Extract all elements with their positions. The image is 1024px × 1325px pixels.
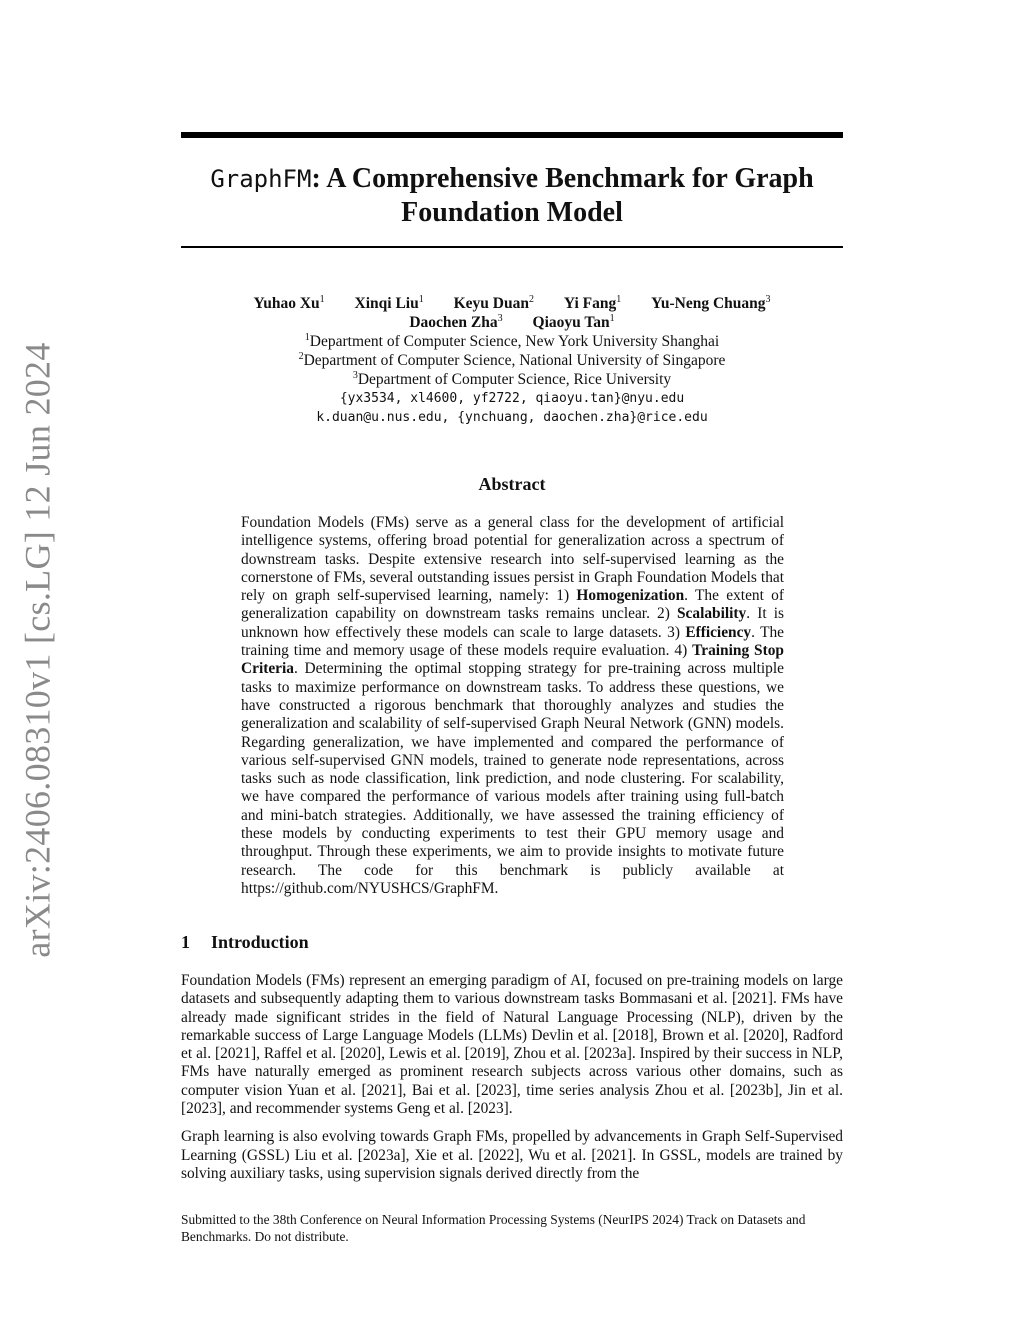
author: Yuhao Xu$^1$ xyxy=(253,294,325,312)
author: Yu-Neng Chuang$^3$ xyxy=(651,294,771,312)
title-bottom-rule xyxy=(181,246,843,248)
author: Yi Fang$^1$ xyxy=(563,294,622,312)
author: Xinqi Liu$^1$ xyxy=(354,294,424,312)
keyword-efficiency: Efficiency xyxy=(685,623,752,641)
email-line: k.duan@u.nus.edu, {ynchuang, daochen.zha}@rice.edu xyxy=(316,410,708,425)
intro-paragraph: Foundation Models (FMs) represent an emerging paradigm of AI, focused on pre-training models on large datasets and subsequently adapting them to various downstream tasks Bommasani et al. [2021]. FMs have already made significant strides in the field of Natural Language Processing (NLP), driven by the remarkable success of Large Language Models (LLMs) Devlin et al. [2018], Brown et al. [2020], Radford et al. [2021], Raffel et al. [2020], Lewis et al. [2019], Zhou et al. [2023a]. Inspired by their success in NLP, FMs have naturally emerged as prominent research subjects across various other domains, such as computer vision Yuan et al. [2021], Bai et al. [2023], time series analysis Zhou et al. [2023b], Jin et al. [2023], and recommender systems Geng et al. [2023]. xyxy=(181,972,843,1118)
author-emails xyxy=(181,389,843,427)
author-block xyxy=(181,294,843,427)
section-heading-introduction xyxy=(181,932,309,953)
affiliation: $^3$Department of Computer Science, Rice University xyxy=(352,370,672,388)
submission-footnote: Submitted to the 38th Conference on Neural Information Processing Systems (NeurIPS 2024) Track on Datasets and Benchmarks. Do not distribute. xyxy=(181,1212,806,1244)
keyword-homogenization: Homogenization xyxy=(576,587,685,605)
title-top-rule xyxy=(181,132,843,138)
email-line: {yx3534, xl4600, yf2722, qiaoyu.tan}@nyu.edu xyxy=(339,391,685,406)
affiliation: $^2$Department of Computer Science, National University of Singapore xyxy=(298,351,726,369)
section-title: Introduction xyxy=(211,932,309,952)
affiliation: $^1$Department of Computer Science, New York University Shanghai xyxy=(304,332,720,350)
title-line1-rest: : A Comprehensive Benchmark for Graph xyxy=(311,163,814,194)
paper-title xyxy=(181,162,843,230)
keyword-scalability: Scalability xyxy=(676,605,747,623)
introduction-body xyxy=(181,972,843,1193)
arxiv-identifier-stamp xyxy=(8,342,68,958)
keyword-training-stop-criteria: Training Stop Criteria xyxy=(241,642,784,678)
abstract-body: Foundation Models (FMs) serve as a general class for the development of artificial intelligence systems, offering broad potential for generalization across a spectrum of downstream tasks. Despite extensive research into self-supervised learning as the cornerstone of FMs, several outstanding issues persist in Graph Foundation Models that rely on graph self-supervised learning, namely: 1) Homogenization. The extent of generalization capability on downstream tasks remains unclear. 2) Scalability. It is unknown how effectively these models can scale to large datasets. 3) Efficiency. The training time and memory usage of these models require evaluation. 4) Training Stop Criteria. Determining the optimal stopping strategy for pre-training across multiple tasks to maximize performance on downstream tasks. To address these questions, we have constructed a rigorous benchmark that thoroughly analyzes and studies the generalization and scalability of self-supervised Graph Neural Network (GNN) models. Regarding generalization, we have implemented and compared the performance of various self-supervised GNN models, trained to generate node representations, across tasks such as node classification, link prediction, and node clustering. For scalability, we have compared the performance of various models after training using full-batch and mini-batch strategies. Additionally, we have assessed the training efficiency of these models by conducting experiments to test their GPU memory usage and throughput. Through these experiments, we aim to provide insights to motivate future research. The code for this benchmark is publicly available at https://github.com/NYUSHCS/GraphFM. xyxy=(241,514,785,897)
arxiv-stamp-text: arXiv:2406.08310v1 [cs.LG] 12 Jun 2024 xyxy=(18,342,58,958)
author: Daochen Zha$^3$ xyxy=(409,313,503,331)
title-system-name: GraphFM xyxy=(210,165,312,193)
section-number: 1 xyxy=(181,932,190,952)
title-line2: Foundation Model xyxy=(401,197,623,228)
author: Qiaoyu Tan$^1$ xyxy=(532,313,615,331)
intro-paragraph: Graph learning is also evolving towards Graph FMs, propelled by advancements in Graph Self-Supervised Learning (GSSL) Liu et al. [2023a], Xie et al. [2022], Wu et al. [2021]. In GSSL, models are trained by solving auxiliary tasks, using supervision signals derived directly from the xyxy=(181,1128,843,1182)
author: Keyu Duan$^2$ xyxy=(453,294,534,312)
abstract-heading: Abstract xyxy=(478,474,546,494)
author-names xyxy=(181,294,843,332)
